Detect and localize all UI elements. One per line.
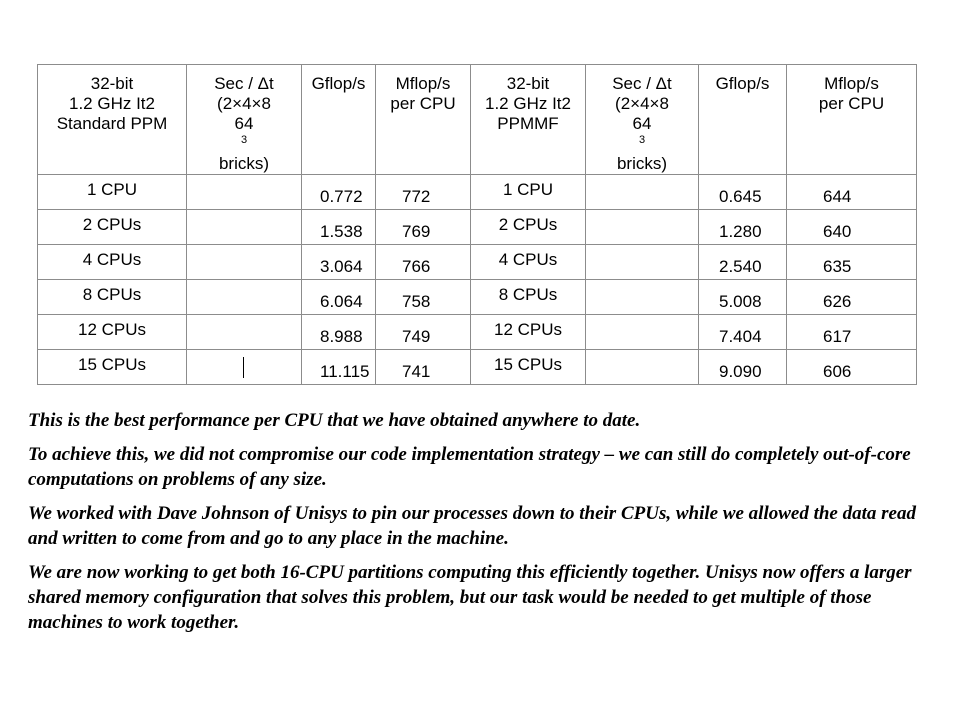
cpu-count-cell: 8 CPUs [38, 280, 187, 315]
mflops-cell: 741 [376, 350, 471, 385]
cpu-count-cell: 8 CPUs [471, 280, 586, 315]
mflops-cell: 749 [376, 315, 471, 350]
gflops-cell: 6.064 [302, 280, 376, 315]
cpu-count-cell: 15 CPUs [471, 350, 586, 385]
cpu-count-cell: 15 CPUs [38, 350, 187, 385]
header-row [38, 65, 917, 175]
sec-dt-cell [586, 350, 699, 385]
sec-dt-cell [586, 245, 699, 280]
gflops-cell: 0.645 [699, 175, 787, 210]
sec-dt-cell [586, 280, 699, 315]
gflops-cell: 2.540 [699, 245, 787, 280]
sec-dt-cell [187, 210, 302, 245]
gflops-cell: 7.404 [699, 315, 787, 350]
sec-dt-cell [187, 175, 302, 210]
header-mflops-left: Mflop/s per CPU [376, 65, 471, 175]
header-config-right: 32-bit 1.2 GHz It2 PPMMF [471, 65, 586, 175]
header-gflops-right: Gflop/s [699, 65, 787, 175]
sec-dt-cell [586, 210, 699, 245]
mflops-cell: 606 [787, 350, 917, 385]
cpu-count-cell: 12 CPUs [471, 315, 586, 350]
gflops-cell: 11.115 [302, 350, 376, 385]
mflops-cell: 766 [376, 245, 471, 280]
note-paragraph: We are now working to get both 16-CPU partitions computing this efficiently together. Unisys now offers a larger shared memory configuration that solves this problem, but our task would be needed to get multiple of those machines to work together. [28, 562, 912, 633]
table-row [38, 280, 917, 315]
sec-dt-cell [187, 245, 302, 280]
note-paragraph: To achieve this, we did not compromise our code implementation strategy – we can still do completely out-of-core computations on problems of any size. [28, 444, 911, 490]
cpu-count-cell: 2 CPUs [471, 210, 586, 245]
mflops-cell: 640 [787, 210, 917, 245]
gflops-cell: 0.772 [302, 175, 376, 210]
note-paragraph: We worked with Dave Johnson of Unisys to pin our processes down to their CPUs, while we allowed the data read and written to come from and go to any place in the machine. [28, 503, 916, 549]
gflops-cell: 5.008 [699, 280, 787, 315]
mflops-cell: 617 [787, 315, 917, 350]
cursor-mark [243, 357, 244, 378]
mflops-cell: 758 [376, 280, 471, 315]
sec-dt-cell [187, 280, 302, 315]
cpu-count-cell: 12 CPUs [38, 315, 187, 350]
header-config-left: 32-bit 1.2 GHz It2 Standard PPM [38, 65, 187, 175]
mflops-cell: 635 [787, 245, 917, 280]
cpu-count-cell: 4 CPUs [38, 245, 187, 280]
mflops-cell: 769 [376, 210, 471, 245]
gflops-cell: 1.538 [302, 210, 376, 245]
gflops-cell: 8.988 [302, 315, 376, 350]
notes-section [28, 408, 940, 644]
sec-dt-cell [586, 315, 699, 350]
cpu-count-cell: 1 CPU [38, 175, 187, 210]
mflops-cell: 772 [376, 175, 471, 210]
header-gflops-left: Gflop/s [302, 65, 376, 175]
cpu-count-cell: 1 CPU [471, 175, 586, 210]
header-mflops-right: Mflop/s per CPU [787, 65, 917, 175]
header-sec-dt-left: Sec / Δt (2×4×8 64 $^3$ bricks) [187, 65, 302, 175]
header-sec-dt-right: Sec / Δt (2×4×8 64 $^3$ bricks) [586, 65, 699, 175]
gflops-cell: 1.280 [699, 210, 787, 245]
gflops-cell: 3.064 [302, 245, 376, 280]
table-row [38, 175, 917, 210]
sec-dt-cell [586, 175, 699, 210]
table-row [38, 315, 917, 350]
table-row [38, 350, 917, 385]
performance-table [37, 64, 917, 385]
table-row [38, 245, 917, 280]
gflops-cell: 9.090 [699, 350, 787, 385]
cpu-count-cell: 2 CPUs [38, 210, 187, 245]
table-row [38, 210, 917, 245]
cpu-count-cell: 4 CPUs [471, 245, 586, 280]
mflops-cell: 644 [787, 175, 917, 210]
sec-dt-cell [187, 350, 302, 385]
sec-dt-cell [187, 315, 302, 350]
mflops-cell: 626 [787, 280, 917, 315]
note-paragraph: This is the best performance per CPU that we have obtained anywhere to date. [28, 410, 641, 431]
